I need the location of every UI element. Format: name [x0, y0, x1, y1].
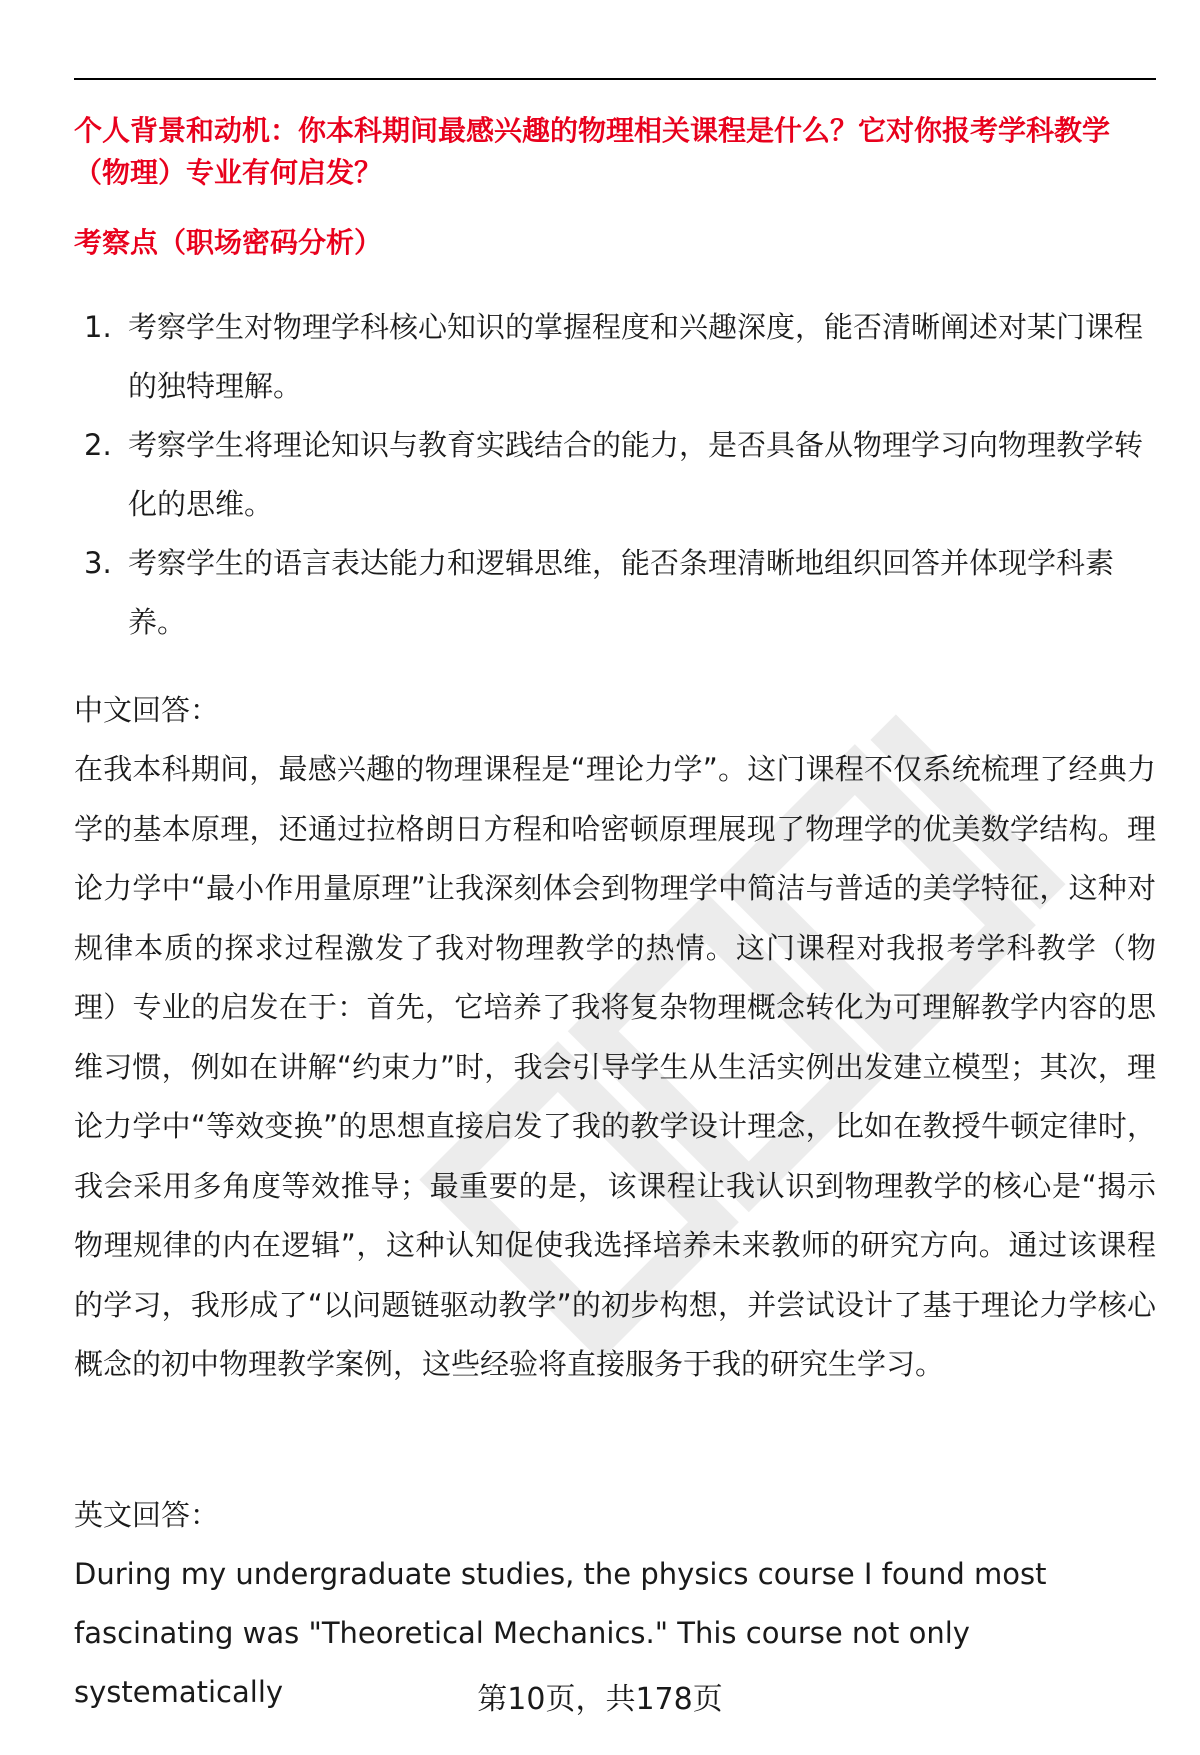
chinese-answer-label: 中文回答：: [74, 693, 220, 727]
english-answer-label: 英文回答：: [74, 1498, 220, 1532]
list-item: [74, 534, 1156, 652]
list-item: [74, 298, 1156, 416]
assessment-points-list: [74, 298, 1156, 652]
list-item-number: 1.: [84, 310, 112, 344]
question-heading: 个人背景和动机：你本科期间最感兴趣的物理相关课程是什么？它对你报考学科教学（物理）专业有何启发？: [74, 114, 1111, 189]
english-answer-text: During my undergraduate studies, the physics course I found most fascinating was "Theoretical Mechanics." This course not only systematically: [74, 1557, 1047, 1709]
top-divider: [74, 78, 1156, 80]
list-item: [74, 416, 1156, 534]
chinese-answer-text: 在我本科期间，最感兴趣的物理课程是“理论力学”。这门课程不仅系统梳理了经典力学的基本原理，还通过拉格朗日方程和哈密顿原理展现了物理学的优美数学结构。理论力学中“最小作用量原理”让我深刻体会到物理学中简洁与普适的美学特征，这种对规律本质的探求过程激发了我对物理教学的热情。这门课程对我报考学科教学（物理）专业的启发在于：首先，它培养了我将复杂物理概念转化为可理解教学内容的思维习惯，例如在讲解“约束力”时，我会引导学生从生活实例出发建立模型；其次，理论力学中“等效变换”的思想直接启发了我的教学设计理念，比如在教授牛顿定律时，我会采用多角度等效推导；最重要的是，该课程让我认识到物理教学的核心是“揭示物理规律的内在逻辑”，这种认知促使我选择培养未来教师的研究方向。通过该课程的学习，我形成了“以问题链驱动教学”的初步构想，并尝试设计了基于理论力学核心概念的初中物理教学案例，这些经验将直接服务于我的研究生学习。: [74, 752, 1156, 1381]
list-item-number: 2.: [84, 428, 112, 462]
list-item-number: 3.: [84, 546, 112, 580]
list-item-text: 考察学生将理论知识与教育实践结合的能力，是否具备从物理学习向物理教学转化的思维。: [128, 428, 1144, 521]
page-number-footer: 第10页，共178页: [477, 1682, 723, 1717]
list-item-text: 考察学生的语言表达能力和逻辑思维，能否条理清晰地组织回答并体现学科素养。: [128, 546, 1115, 639]
list-item-text: 考察学生对物理学科核心知识的掌握程度和兴趣深度，能否清晰阐述对某门课程的独特理解。: [128, 310, 1144, 403]
assessment-points-heading: 考察点（职场密码分析）: [74, 226, 383, 259]
